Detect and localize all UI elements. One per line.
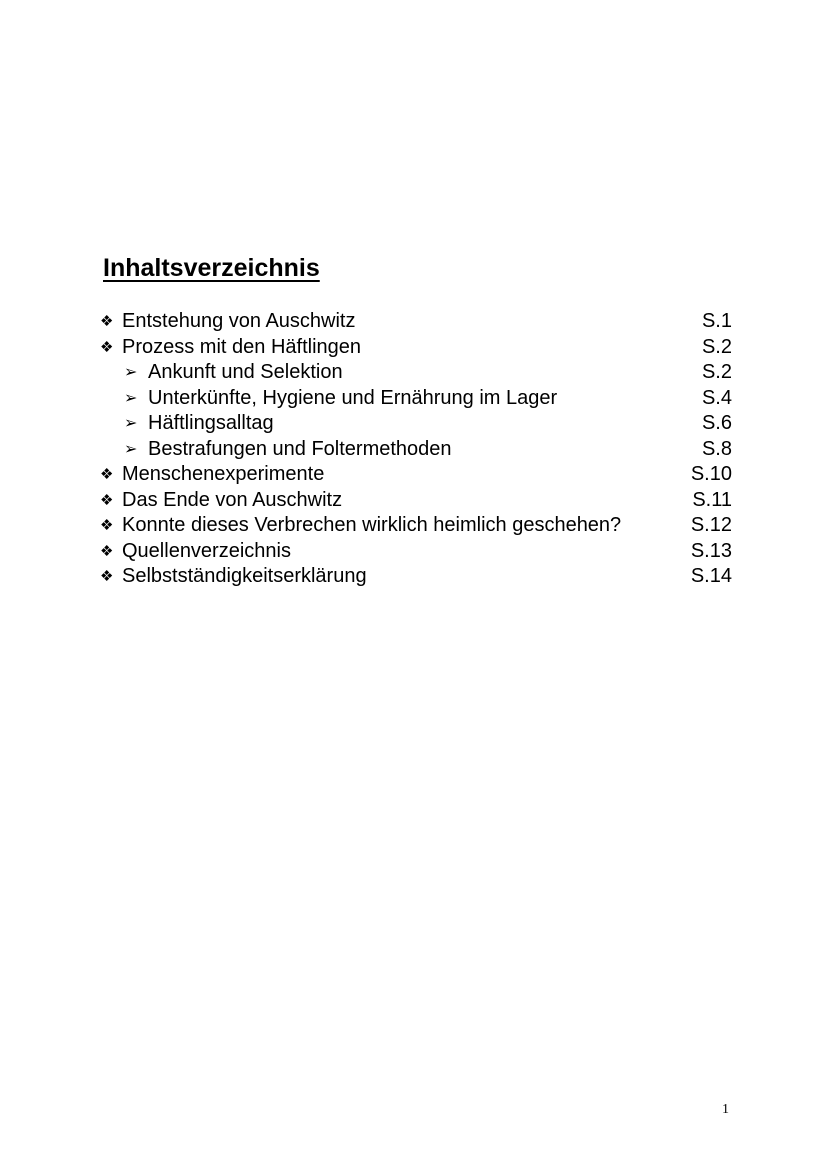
arrow-bullet-icon: ➢ (124, 389, 138, 407)
diamond-bullet-icon: ❖ (100, 313, 114, 330)
diamond-bullet-icon: ❖ (100, 338, 114, 356)
diamond-bullet-icon: ❖ (100, 491, 114, 509)
diamond-bullet-icon: ❖ (100, 542, 114, 560)
toc-entry-page: S.6 (701, 412, 732, 434)
toc-entry-page: S.13 (690, 539, 732, 562)
toc-entry-page: S.8 (701, 437, 732, 460)
diamond-bullet-icon: ❖ (100, 466, 114, 483)
toc-entry-label: Bestrafungen und Foltermethoden (148, 437, 452, 460)
toc-entry-label: Selbstständigkeitserklärung (122, 565, 367, 587)
toc-entry-label: Unterkünfte, Hygiene und Ernährung im Lager (148, 386, 558, 409)
toc-entry (100, 462, 732, 488)
toc-entry-label: Menschenexperimente (122, 463, 325, 485)
toc-entry-label: Prozess mit den Häftlingen (122, 335, 362, 358)
toc-subentry (100, 360, 732, 386)
toc-entry (100, 488, 732, 514)
toc-subentry (100, 411, 732, 437)
arrow-bullet-icon: ➢ (124, 415, 138, 432)
toc-entry-label: Das Ende von Auschwitz (122, 488, 343, 511)
toc-entry-page: S.1 (701, 310, 732, 332)
page-number: 1 (722, 1102, 729, 1117)
toc-entry-label: Entstehung von Auschwitz (122, 310, 356, 332)
arrow-bullet-icon: ➢ (124, 440, 138, 458)
toc-entry-page: S.4 (701, 386, 732, 409)
toc-entry-label: Konnte dieses Verbrechen wirklich heimlich geschehen? (122, 514, 622, 536)
table-of-contents (100, 309, 732, 590)
toc-entry-page: S.12 (690, 514, 732, 536)
toc-entry-page: S.10 (690, 463, 732, 485)
toc-entry (100, 513, 732, 539)
toc-subentry (100, 386, 732, 412)
toc-entry-label: Häftlingsalltag (148, 412, 274, 434)
diamond-bullet-icon: ❖ (100, 568, 114, 585)
diamond-bullet-icon: ❖ (100, 517, 114, 534)
toc-entry-label: Quellenverzeichnis (122, 539, 291, 562)
toc-entry (100, 335, 732, 361)
toc-entry-page: S.11 (692, 488, 732, 511)
toc-entry-page: S.2 (701, 361, 732, 383)
toc-entry (100, 539, 732, 565)
toc-entry (100, 564, 732, 590)
toc-subentry (100, 437, 732, 463)
toc-entry-page: S.14 (690, 565, 732, 587)
arrow-bullet-icon: ➢ (124, 364, 138, 381)
toc-entry-page: S.2 (701, 335, 732, 358)
toc-entry-label: Ankunft und Selektion (148, 361, 343, 383)
page-title: Inhaltsverzeichnis (103, 254, 320, 282)
toc-entry (100, 309, 732, 335)
